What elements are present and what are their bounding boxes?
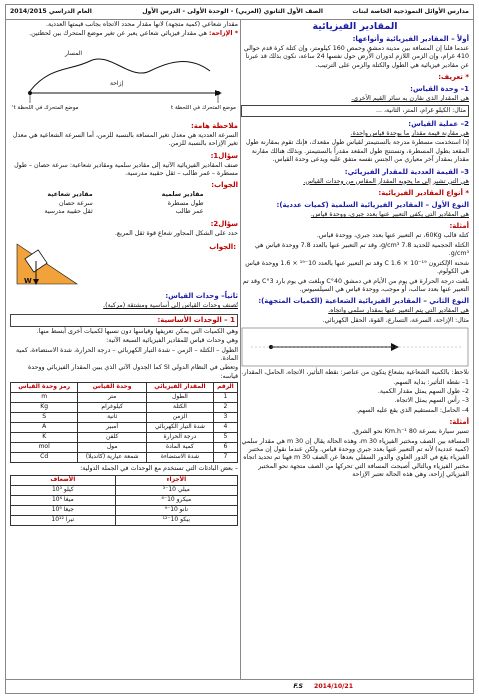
weight-figure-svg [12, 239, 82, 289]
table-cell: 7 [213, 453, 237, 463]
document-header [6, 5, 473, 20]
prefix-cell: تيرا 10¹² [11, 515, 116, 525]
start-position-point [28, 91, 32, 95]
vector-arrow-figure [241, 327, 469, 367]
table-cell: Cd [11, 453, 78, 463]
prefix-cell: ميغا 10⁶ [11, 495, 116, 505]
footer-date: 2014/10/21 [314, 683, 353, 690]
table-cell: Kg [11, 403, 78, 413]
scalar-example-2: الكتلة الحجمية للحديد 7.8 g/cm³، وقد تم التعبير عنها بالعدد 7.8 ووحدة قياس هي g/cm³. [254, 241, 469, 258]
vector-example-item: تسير سيارة بسرعة 80 Km.h⁻¹ نحو الشرق. [351, 428, 469, 436]
table-cell: شمعة عيارية (كانديلا) [78, 453, 147, 463]
table-cell: مول [78, 443, 147, 453]
continuation-text: مقدار شعاعي (كمية متجهة) لأنها مقدار محدد الاتجاه بجانب قيمتها العددية. [46, 21, 238, 28]
table-cell: m [11, 393, 78, 403]
table-cell: كيلوغرام [78, 403, 147, 413]
displacement-figure [10, 41, 238, 119]
scalar-example-3: شحنة الإلكترون C 1.6 × 10⁻¹⁹ وقد تم التعبير عنها بالعدد 10⁻¹⁹ × 1.6 ووحدة قياس هي الكولوم. [245, 259, 469, 276]
answer-2-heading: الجواب: [209, 243, 236, 252]
scalar-heading: النوع الأول – المقادير الفيزيائية السلمية (كميات عددية): [276, 201, 469, 210]
weight-label: W [24, 277, 32, 286]
vector-answer-column [44, 191, 92, 217]
base-units-text-4: وتعطى في النظام الدولي SI كما الجدول الآتي الذي يبين المقدار الفيزيائي ووحدة قياسه: [28, 364, 238, 380]
right-column [241, 21, 469, 677]
table-row [11, 393, 238, 403]
displacement-text: هي مقدار فيزيائي شعاعي يعبر عن تغير موضع المتحرك بين لحظتين. [29, 30, 207, 38]
scalar-answer: طول مسطرة [167, 199, 204, 207]
scalar-answer-column [162, 191, 204, 217]
prefix-cell: نانو 10⁻⁹ [115, 505, 237, 515]
start-position-label: موضع المتحرك في اللحظة t [171, 104, 236, 111]
prefix-row [11, 495, 238, 505]
table-row [11, 443, 238, 453]
measure-process-text: هي مقارنة قيمة مقدار ما بوحدة قياس واحدة. [350, 130, 469, 138]
prefix-header: الأضعاف [11, 475, 116, 485]
table-cell: 5 [213, 433, 237, 443]
prefix-cell: بيكو 10⁻¹² [115, 515, 237, 525]
prefix-intro: – بعض البادئات التي تستخدم مع الوحدات في الجملة الدولية: [80, 465, 238, 473]
table-header-row [11, 383, 238, 393]
arrow-note: نلاحظ: بالكمية الشعاعية بشعاع يتكون من عناصر: نقطة التأثير، الاتجاه، الحامل، المقدار. [241, 369, 469, 377]
si-units-table [10, 382, 238, 463]
prefix-body [11, 485, 238, 525]
school-year: العام الدراسي 2014/2015 [10, 8, 92, 15]
base-units-text-3: الطول – الكتلة – الزمن – شدة التيار الكهربائي – درجة الحرارة، شدة الاستضاءة، كمية المادة. [15, 346, 238, 362]
scalar-column-title: مقادير سلمية [161, 191, 204, 199]
prefix-row [11, 515, 238, 525]
arrow-item: 1– نقطة التأثير: بداية السهم. [393, 378, 469, 386]
document-footer [6, 679, 473, 693]
measure-unit-heading: 1– وحدة القياس: [410, 85, 469, 94]
left-column [10, 21, 238, 677]
school-name: مدارس الأوائل النموذجية الخاصة لبنات [352, 8, 469, 15]
units-classify-text: تُصنف وحدات القياس إلى أساسية ومشتقة (مركبة). [103, 302, 238, 310]
table-cell: الطول [147, 393, 214, 403]
table-row [11, 413, 238, 423]
vector-heading: النوع الثاني – المقادير الفيزيائية الشعاعية (الكميات المتجهة): [258, 297, 469, 306]
prefix-header-row [11, 475, 238, 485]
numeric-value-text: هي التي تشير إلى ما يحويه المقدار المقاس من وحدات القياس. [303, 177, 469, 185]
table-cell: 1 [213, 393, 237, 403]
table-cell: كمية المادة [147, 443, 214, 453]
table-row [11, 423, 238, 433]
numeric-value-heading: 3– القيمة العددية للمقدار الفيزيائي: [344, 167, 469, 176]
table-cell: 6 [213, 443, 237, 453]
table-cell: A [11, 423, 78, 433]
vector-column-title: مقادير شعاعية [47, 191, 93, 199]
types-heading: * أنواع المقادير الفيزيائية: [378, 189, 469, 198]
prefix-table [10, 475, 238, 526]
prefix-header: الأجزاء [115, 475, 237, 485]
vector-arrow-svg [241, 327, 469, 367]
prefix-cell: جيغا 10⁹ [11, 505, 116, 515]
vector-definition: هي المقادير التي يتم التعبير عنها بمقدار سلمي واتجاه. [328, 307, 469, 315]
table-row [11, 433, 238, 443]
units-heading: ثانياً– وحدات القياس: [165, 292, 238, 301]
question-1-text: صنف المقادير الفيزيائية الآتية إلى مقادير سلمية ومقادير شعاعية: سرعة حصان – طول مسطرة – غمر طالب – ثقل حقيبة مدرسية. [14, 161, 238, 178]
scalar-example-1: كتلة قالب 60Kg، تم التعبير عنها بعدد جبري، ووحدة قياس. [316, 232, 469, 240]
prefix-cell: كيلو 10³ [11, 485, 116, 495]
table-cell: 4 [213, 423, 237, 433]
definition-heading: * تعريف: [438, 73, 469, 82]
arrow-item: 3– رأس السهم يمثل الاتجاه. [394, 397, 469, 405]
arrow-item: 4– الحامل: المستقيم الذي يقع عليه السهم. [356, 406, 469, 414]
important-note-text: السرعة العددية هي معدل تغير المسافة بالنسبة للزمن، أما السرعة الشعاعية هي معدل تغير الإزاحة بالنسبة للزمن. [12, 131, 238, 148]
table-cell: أمبير [78, 423, 147, 433]
table-cell: S [11, 413, 78, 423]
vector-example-item: المسافة بين الصف ومختبر الفيزياء 30 m، وهذه الحالة يقال إن 30 m هي مقدار سلمي (كمية عددية) لأنه تم التعبير عنها بعدد جبري ووحدة قياس. ولكن عندما نقول إن مختبر الفيزياء يقع في الدور العلوي والدور السفلي بعدها عن الصف 30 m فهنا تم تحديد اتجاه مختبر الفيزياء وبالتالي أصبحت المسافة التي تحركها من الصف متجهة نحو المختبر الفيزيائي إزاحة، وهي هذه الحالة تعتبر الإزاحة [241, 437, 469, 479]
table-cell: الكتلة [147, 403, 214, 413]
scalar-examples-heading: أمثلة: [449, 222, 469, 231]
table-cell: الزمن [147, 413, 214, 423]
vector-examples-heading: أمثلة: [449, 418, 469, 427]
prefix-row [11, 505, 238, 515]
displacement-label: إزاحة [110, 79, 124, 87]
prefix-cell: ميلي 10⁻³ [115, 485, 237, 495]
table-cell: شدة التيار الكهربائي [147, 423, 214, 433]
table-header: وحدة القياس [78, 383, 147, 393]
path-label: المسار [65, 49, 83, 57]
measure-unit-text: هي المقدار الذي نقارن به سائر القيم الأخرى. [351, 95, 469, 103]
base-units-text-1: وهي الكميات التي يمكن تعريفها وقياسها دون نسبها لكميات أخرى أبسط منها. [36, 327, 238, 335]
prefix-cell: ميكرو 10⁻⁶ [115, 495, 237, 505]
scalar-answer: عمر طالب [175, 208, 204, 216]
table-cell: 2 [213, 403, 237, 413]
table-cell: ثانية [78, 413, 147, 423]
table-cell: كلفن [78, 433, 147, 443]
end-position-point [216, 91, 220, 95]
vector-answer: ثقل حقيبة مدرسية [44, 208, 93, 216]
prefix-row [11, 485, 238, 495]
si-units-body [11, 393, 238, 463]
table-header: الرقم [213, 383, 237, 393]
table-cell: متر [78, 393, 147, 403]
end-position-label: موضع المتحرك في اللحظة t' [12, 104, 79, 111]
intro-paragraph: عندما قلنا إن المسافة بين مدينة دمشق وحمص 160 كيلومتر، وإن كتلة كرة قدم حوالي 410 غرام، وإن الزمن اللازم لدوران الأرض حول نفسها 24 ساعة، نكون بذلك قد عبرنا عن مقادير فيزيائية هي الطول والكتلة والزمن على الترتيب. [243, 45, 469, 69]
table-cell: mol [11, 443, 78, 453]
table-cell: درجة الحرارة [147, 433, 214, 443]
base-units-heading: 1 – الوحدات الأساسية: [10, 314, 238, 327]
important-note-heading: ملاحظة هامة: [190, 121, 238, 130]
table-header: المقدار الفيزيائي [147, 383, 214, 393]
document-page [5, 4, 474, 694]
table-cell: K [11, 433, 78, 443]
answer-2-area [10, 239, 238, 289]
class-info: الصف الأول الثانوي (العربي) - الوحدة الأولى - الدرس الأول [142, 8, 323, 15]
answer-1-heading: الجواب: [211, 181, 238, 190]
table-row [11, 403, 238, 413]
table-cell: شدة الاستضاءة [147, 453, 214, 463]
measure-unit-example: مثال: الكيلو غرام، المتر، الثانية، ... [241, 105, 469, 117]
measure-process-detail: إذا استخدمت مسطرة مدرجة بالسنتيمتر لقياس طول مقعدك، فإنك تقوم بمقارنة طول المقعد بطول المسطرة، وتستنتج طول المقعد مقدراً بالسنتيمتر. وبذلك هنالك مقارنة مقدار بمقدار آخر معياري من الجنس نفسه متفق عليه ويدعى وحدة القياس. [245, 139, 469, 164]
question-2-text: حدد على الشكل المجاور شعاع قوة ثقل المربع. [114, 229, 238, 237]
question-2-heading: سؤال2: [210, 219, 238, 228]
base-units-text-2: وهي وحدات قياس للمقادير الفيزيائية السبعة الآتية: [106, 337, 238, 345]
scalar-definition: هي المقادير التي يكفي التعبير عنها بعدد جبري، ووحدة قياس. [310, 211, 469, 219]
vector-example: مثال: الإزاحة، السرعة، التسارع، القوة، الحقل الكهربائي. [322, 316, 469, 324]
table-row [11, 453, 238, 463]
page-title: المقادير الفيزيائية [312, 21, 398, 32]
scalar-example-4: بلغت درجة الحرارة في يوم من الأيام في دمشق 40°C وبلغت في يوم بارد 3°C وقد تم التعبير عنها بعدد سالب، أو موجب، ووحدة قياس هي السيلسيوس. [242, 277, 469, 293]
vector-answer: سرعة حصان [58, 199, 93, 207]
measure-process-heading: 2– عملية القياس: [408, 120, 469, 129]
question-1-heading: سؤال1: [210, 151, 238, 160]
table-header: رمز وحدة القياس [11, 383, 78, 393]
footer-initials: F.S [293, 683, 303, 690]
answer-1-columns [10, 191, 238, 217]
table-cell: 3 [213, 413, 237, 423]
section-heading-quantities: أولاً – المقادير الفيزيائية وأنواعها: [352, 35, 469, 43]
displacement-heading: * الإزاحة: [209, 30, 238, 38]
arrow-item: 2– طول السهم يمثل مقدار الكمية. [377, 387, 469, 395]
